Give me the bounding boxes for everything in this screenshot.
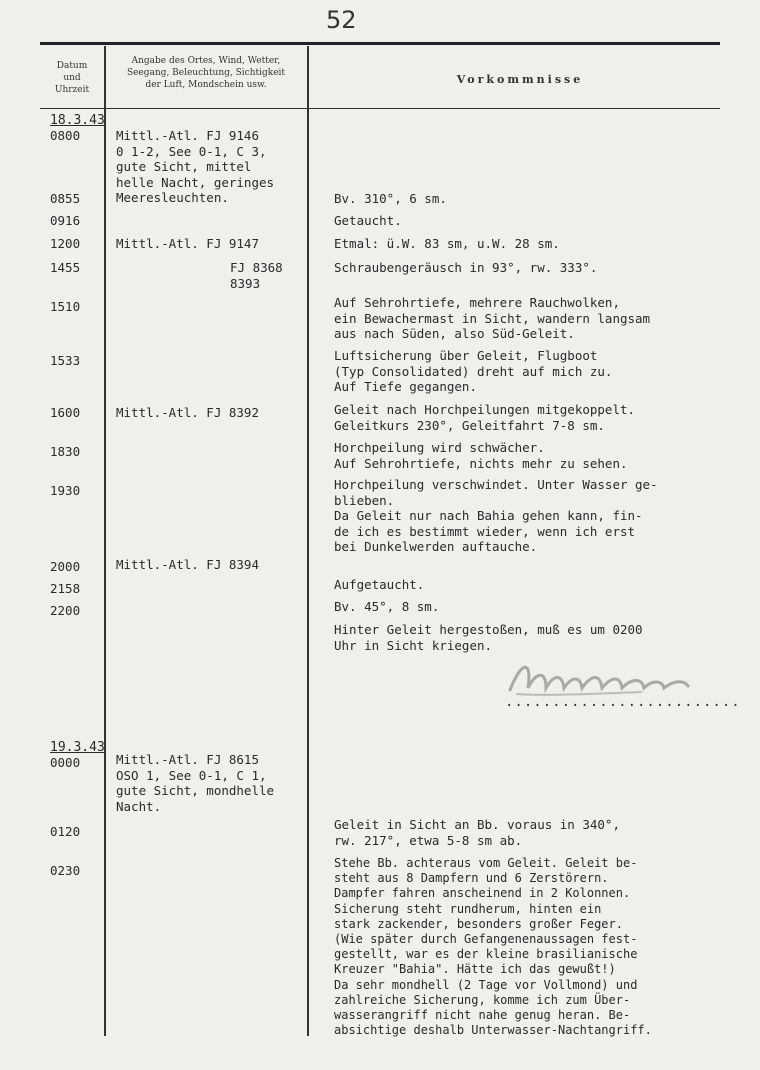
- entry-time: 0230: [50, 863, 81, 878]
- entry-location: FJ 8368 8393: [230, 260, 283, 291]
- entry-event: Stehe Bb. achteraus vom Geleit. Geleit be- steht aus 8 Dampfern und 6 Zerstörern. Dampfer fahren anscheinend in 2 Kolonnen. Sicherung steht rundherum, hinten ein stark zackender, besonders großer Feger. (Wie später durch Gefangenenaussagen fest- gestellt, war es der kleine brasilianische Kreuzer "Bahia". Hätte ich das gewußt!) Da sehr mondhell (2 Tage vor Vollmond) und zahlreiche Sicherung, komme ich zum Über- wasserangriff nicht nahe genug heran. Be- absichtige deshalb Unterwasser-Nachtangriff.: [334, 856, 652, 1038]
- column-divider-date: [104, 46, 106, 1036]
- entry-event: Etmal: ü.W. 83 sm, u.W. 28 sm.: [334, 236, 560, 251]
- entry-time: 1510: [50, 299, 81, 314]
- header-date-line: Datum: [56, 61, 88, 71]
- entry-time: 0120: [50, 824, 81, 839]
- entry-time: 0000: [50, 755, 81, 770]
- entry-location: Mittl.-Atl. FJ 9146 0 1-2, See 0-1, C 3, gute Sicht, mittel helle Nacht, geringes Meeresleuchten.: [116, 128, 275, 205]
- header-location-line: der Luft, Mondschein usw.: [145, 80, 267, 90]
- header-date-time: [42, 60, 102, 96]
- entry-time: 1533: [50, 353, 81, 368]
- entry-event: Bv. 310°, 6 sm.: [334, 191, 447, 206]
- entry-time: 1455: [50, 260, 81, 275]
- header-location-weather: [108, 55, 304, 91]
- entry-location: Mittl.-Atl. FJ 8392: [116, 405, 259, 420]
- entry-event: Luftsicherung über Geleit, Flugboot (Typ Consolidated) dreht auf mich zu. Auf Tiefe gegangen.: [334, 348, 613, 394]
- entry-time: 0800: [50, 128, 81, 143]
- entry-event: Schraubengeräusch in 93°, rw. 333°.: [334, 260, 598, 275]
- entry-time: 1930: [50, 483, 81, 498]
- header-location-line: Angabe des Ortes, Wind, Wetter,: [131, 56, 281, 66]
- header-events: Vorkommnisse: [456, 73, 584, 86]
- entry-time: 2158: [50, 581, 81, 596]
- page-number: 52: [326, 6, 357, 34]
- header-rule: [40, 108, 720, 109]
- entry-time: 0916: [50, 213, 81, 228]
- entry-time: 1200: [50, 236, 81, 251]
- entry-event: Getaucht.: [334, 213, 402, 228]
- entry-time: 2200: [50, 603, 81, 618]
- signature-dotted-line: .........................: [505, 694, 741, 710]
- column-divider-location: [307, 46, 309, 1036]
- entry-event: Bv. 45°, 8 sm.: [334, 599, 440, 614]
- header-location-line: Seegang, Beleuchtung, Sichtigkeit: [126, 68, 286, 78]
- entry-time: 2000: [50, 559, 81, 574]
- entry-time: 1600: [50, 405, 81, 420]
- entry-event: Horchpeilung wird schwächer. Auf Sehrohrtiefe, nichts mehr zu sehen.: [334, 440, 628, 471]
- entry-location: Mittl.-Atl. FJ 9147: [116, 236, 259, 251]
- entry-date: 19.3.43: [50, 740, 105, 755]
- entry-event: Geleit nach Horchpeilungen mitgekoppelt. Geleitkurs 230°, Geleitfahrt 7-8 sm.: [334, 402, 636, 433]
- entry-location: Mittl.-Atl. FJ 8394: [116, 557, 259, 572]
- entry-time: 0855: [50, 191, 81, 206]
- entry-time: 1830: [50, 444, 81, 459]
- top-rule: [40, 42, 720, 45]
- entry-location: Mittl.-Atl. FJ 8615 OSO 1, See 0-1, C 1, gute Sicht, mondhelle Nacht.: [116, 752, 275, 814]
- header-date-line: Uhrzeit: [54, 85, 90, 95]
- entry-event: Hinter Geleit hergestoßen, muß es um 0200 Uhr in Sicht kriegen.: [334, 622, 643, 653]
- entry-date: 18.3.43: [50, 113, 105, 128]
- entry-event: Auf Sehrohrtiefe, mehrere Rauchwolken, ein Bewachermast in Sicht, wandern langsam aus nach Süden, also Süd-Geleit.: [334, 295, 651, 341]
- entry-event: Horchpeilung verschwindet. Unter Wasser ge- blieben. Da Geleit nur nach Bahia gehen kann, fin- de ich es bestimmt wieder, wenn ich erst bei Dunkelwerden auftauche.: [334, 477, 658, 554]
- entry-event: Geleit in Sicht an Bb. voraus in 340°, rw. 217°, etwa 5-8 sm ab.: [334, 817, 620, 848]
- entry-event: Aufgetaucht.: [334, 577, 425, 592]
- header-date-line: und: [63, 73, 81, 83]
